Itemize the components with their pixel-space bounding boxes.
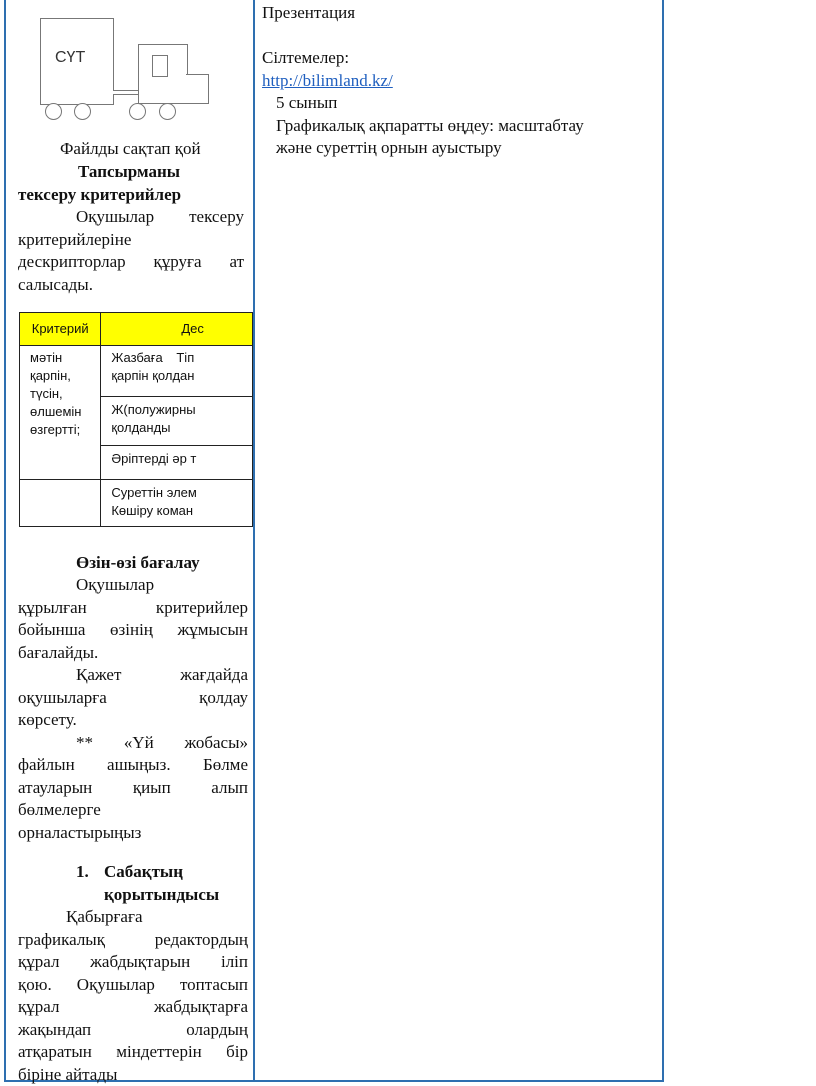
truck-illustration [36,14,208,120]
table-cell-descriptor [101,396,253,446]
criteria-description [18,206,244,296]
self-line: көрсету. [18,710,77,729]
descriptor-line: Әріптерді әр т [111,451,197,467]
truck-wheel [74,103,91,120]
self-line: атауларын қиып алып [18,777,248,797]
descriptor-line: қолданды [111,419,171,435]
table-header-descriptor: Дес [101,313,253,346]
topic-line: және суреттің орнын ауыстыру [276,138,502,157]
criteria-line: дескрипторлар құруға ат [18,252,244,271]
save-file-text: Файлды сақтап қой [60,139,201,158]
bilimland-link[interactable]: http://bilimland.kz/ [262,70,393,90]
summary-line: жақындап олардың [18,1019,248,1039]
descriptor-line: Суреттін элем [111,485,197,500]
self-line: бойынша өзінің жұмысын [18,620,248,639]
self-assessment-body [18,574,248,844]
table-cell-descriptor [101,480,253,527]
table-cell-descriptor [101,446,253,480]
summary-body [18,906,248,1086]
topic-line: Графикалық ақпаратты өңдеу: масштабтау [276,115,584,135]
truck-box-label: СҮТ [55,49,86,66]
self-line: Оқушылар [76,575,155,594]
descriptor-line: Жазбаға Тіп [111,350,195,365]
self-line: құрылған критерийлер [18,597,248,617]
summary-line: графикалық редактордың [18,929,248,949]
task-check-title-line1: Тапсырманы [78,162,181,181]
descriptor-line: Ж(полужирны [111,401,196,417]
references-label: Сілтемелер: [262,48,350,67]
truck-wheel [159,103,176,120]
criteria-line: салысады. [18,274,93,294]
self-line: бағалайды. [18,642,99,662]
truck-wheel [129,103,146,120]
summary-title-line2: қорытындысы [104,884,220,904]
summary-line: атқаратын міндеттерін бір [18,1042,248,1061]
criteria-table [19,312,253,528]
summary-title [104,861,254,906]
summary-line: Қабырғаға [66,907,143,926]
self-line: файлын ашыңыз. Бөлме [18,755,248,774]
descriptor-line: қарпін қолдан [111,368,195,383]
self-line: орналастырыңыз [18,822,142,842]
self-line: оқушыларға қолдау [18,687,248,707]
criteria-line: критерийлеріне [18,229,132,249]
summary-line: қою. Оқушылар топтасып [18,974,248,994]
self-assessment-title: Өзін-өзі бағалау [76,553,200,572]
truck-hood [186,74,209,104]
criterion-text: мәтін қарпін, түсін, өлшемін өзгертті; [30,350,82,437]
truck-cargo-box [40,18,114,105]
resources-column [262,2,657,160]
descriptor-line: Көшіру коман [111,503,194,518]
summary-line: біріне айтады [18,1064,118,1084]
summary-title-line1: Сабақтың [104,862,183,881]
table-cell-criterion [20,480,101,527]
summary-line: құрал жабдықтарға [18,997,248,1016]
table-cell-descriptor [101,346,253,397]
presentation-label: Презентация [262,3,356,22]
self-line: бөлмелерге [18,800,101,819]
summary-line: құрал жабдықтарын іліп [18,952,248,971]
grade-text: 5 сынып [276,93,338,112]
truck-cab [138,44,188,104]
task-check-title-line2: тексеру критерийлер [18,184,182,204]
truck-window [152,55,168,77]
table-cell-criterion [20,346,101,480]
table-header-criterion: Критерий [20,313,101,346]
truck-wheel [45,103,62,120]
truck-hitch [113,90,138,95]
task-check-title [18,161,254,206]
summary-number: 1. [76,862,89,881]
self-line: Қажет жағдайда [76,665,248,684]
criteria-line: Оқушылар тексеру [76,207,244,226]
self-line: ** «Үй жобасы» [76,732,248,752]
